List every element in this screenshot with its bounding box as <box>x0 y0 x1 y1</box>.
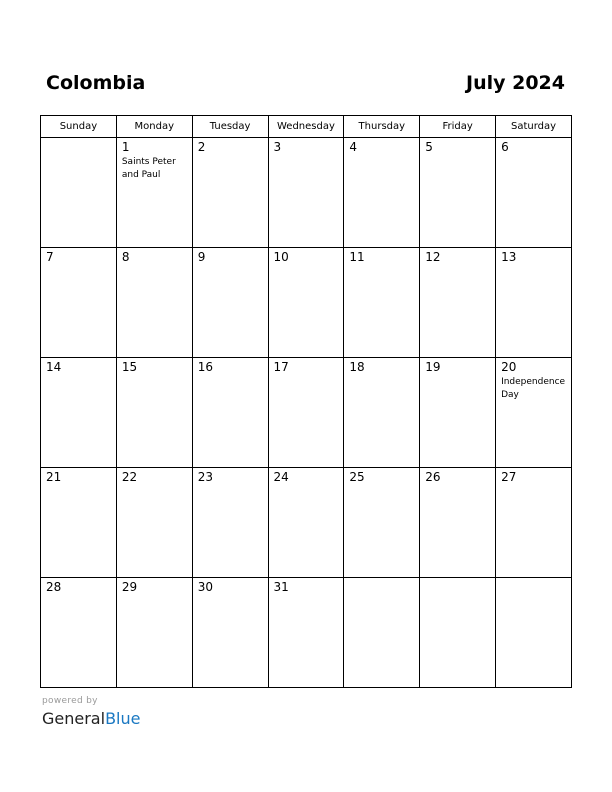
day-number: 29 <box>121 580 138 594</box>
country-title: Colombia <box>46 72 146 94</box>
day-cell <box>192 578 268 688</box>
day-cell <box>344 468 420 578</box>
calendar-grid <box>40 115 572 688</box>
day-cell <box>420 358 496 468</box>
day-number: 22 <box>121 470 138 484</box>
day-cell <box>496 578 572 688</box>
week-row <box>41 578 572 688</box>
day-cell <box>116 248 192 358</box>
day-number: 15 <box>121 360 138 374</box>
day-cell <box>192 138 268 248</box>
day-number: 11 <box>349 250 365 264</box>
day-number: 5 <box>425 140 433 154</box>
day-cell <box>496 358 572 468</box>
day-cell <box>496 468 572 578</box>
day-number: 27 <box>501 470 517 484</box>
weekday-friday: Friday <box>420 116 496 138</box>
day-number: 19 <box>425 360 441 374</box>
day-number: 26 <box>425 470 441 484</box>
day-cell <box>41 578 117 688</box>
week-row <box>41 358 572 468</box>
day-number: 30 <box>197 580 213 594</box>
day-cell <box>41 358 117 468</box>
day-cell <box>268 468 344 578</box>
day-cell <box>344 578 420 688</box>
day-cell <box>420 468 496 578</box>
day-cell <box>496 138 572 248</box>
day-number: 24 <box>273 470 289 484</box>
day-number: 7 <box>46 250 54 264</box>
day-number: 14 <box>46 360 62 374</box>
powered-by-text: powered by <box>42 696 98 706</box>
day-number: 13 <box>501 250 517 264</box>
weekday-thursday: Thursday <box>344 116 420 138</box>
weekday-tuesday: Tuesday <box>192 116 268 138</box>
day-cell <box>41 468 117 578</box>
day-number: 12 <box>425 250 441 264</box>
day-cell <box>268 138 344 248</box>
day-number: 17 <box>273 360 289 374</box>
weekday-sunday: Sunday <box>41 116 117 138</box>
day-cell <box>344 248 420 358</box>
day-number: 1 <box>121 140 130 154</box>
day-number: 25 <box>349 470 365 484</box>
week-row <box>41 248 572 358</box>
logo-blue-text: Blue <box>105 709 141 728</box>
day-cell <box>192 468 268 578</box>
holiday-label: Independence Day <box>501 377 566 400</box>
generalblue-logo <box>42 709 140 729</box>
week-row <box>41 468 572 578</box>
day-number: 10 <box>273 250 289 264</box>
day-number: 8 <box>121 250 130 264</box>
day-number: 31 <box>273 580 289 594</box>
day-cell <box>116 138 192 248</box>
day-cell <box>116 358 192 468</box>
day-cell <box>116 468 192 578</box>
day-cell <box>268 248 344 358</box>
day-number: 9 <box>197 250 206 264</box>
day-number: 20 <box>501 360 517 374</box>
holiday-label: Saints Peter and Paul <box>121 157 176 180</box>
day-cell <box>420 248 496 358</box>
day-cell <box>344 138 420 248</box>
day-number: 4 <box>349 140 358 154</box>
day-cell <box>116 578 192 688</box>
weekday-saturday: Saturday <box>496 116 572 138</box>
day-cell <box>41 138 117 248</box>
day-cell <box>344 358 420 468</box>
day-cell <box>420 578 496 688</box>
weekday-header-row <box>41 116 572 138</box>
day-cell <box>192 248 268 358</box>
day-cell <box>496 248 572 358</box>
weekday-wednesday: Wednesday <box>268 116 344 138</box>
logo-general-text: General <box>42 709 106 728</box>
weekday-monday: Monday <box>116 116 192 138</box>
day-number: 21 <box>46 470 62 484</box>
day-cell <box>268 578 344 688</box>
day-number: 16 <box>197 360 213 374</box>
day-number: 18 <box>349 360 365 374</box>
day-number: 6 <box>501 140 509 154</box>
day-cell <box>192 358 268 468</box>
day-cell <box>268 358 344 468</box>
month-title: July 2024 <box>466 72 565 94</box>
day-number: 23 <box>197 470 213 484</box>
day-number: 28 <box>46 580 62 594</box>
day-number: 2 <box>197 140 206 154</box>
day-cell <box>41 248 117 358</box>
day-cell <box>420 138 496 248</box>
day-number: 3 <box>273 140 282 154</box>
week-row <box>41 138 572 248</box>
footer-branding <box>42 696 140 729</box>
